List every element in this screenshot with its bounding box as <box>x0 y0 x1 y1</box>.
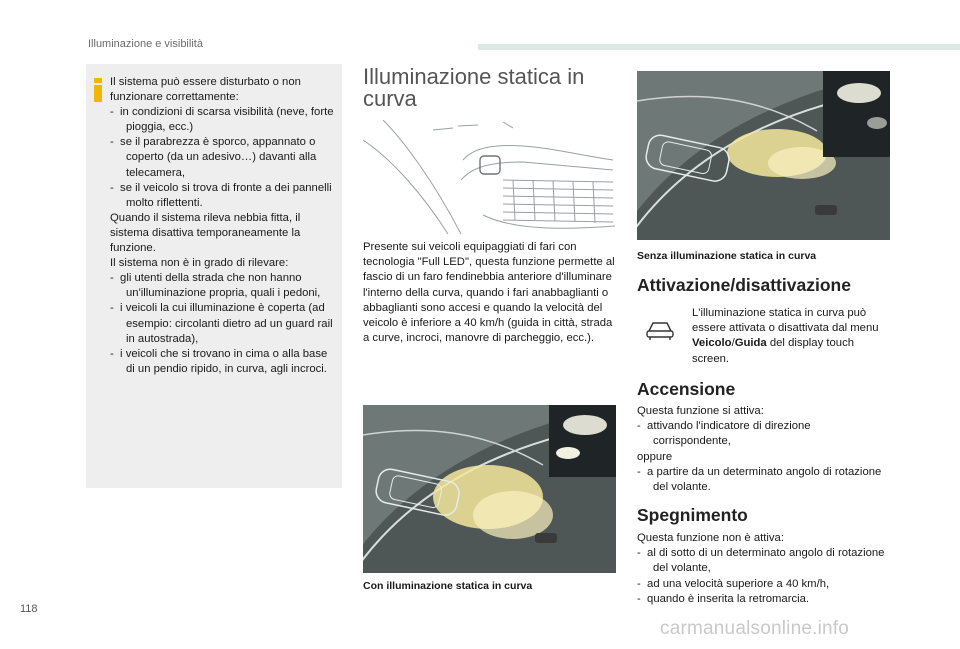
list-item: - i veicoli che si trovano in cima o alla base di un pendio ripido, in curva, agli incroci. <box>110 347 328 375</box>
text-line: Quando il sistema rileva nebbia fitta, il sistema disattiva temporaneamente la funzione. <box>110 211 301 255</box>
page-title: Illuminazione statica in curva <box>363 64 585 111</box>
spegnimento-title: Spegnimento <box>637 505 748 525</box>
text-line: Questa funzione non è attiva: <box>637 532 784 544</box>
photo-without-cornering-light <box>637 71 890 240</box>
car-icon <box>645 318 675 342</box>
text-line: Il sistema può essere disturbato o non funzionare correttamente: <box>110 76 301 104</box>
caption-without: Senza illuminazione statica in curva <box>637 250 817 262</box>
text-line: Questa funzione si attiva: <box>637 405 764 417</box>
photo-with-cornering-light <box>363 405 616 573</box>
caption-with: Con illuminazione statica in curva <box>363 580 533 592</box>
list-item: - a partire da un determinato angolo di rotazione del volante. <box>637 465 882 494</box>
text-line: oppure <box>637 450 673 463</box>
list-item: - se il parabrezza è sporco, appannato o coperto (da un adesivo…) davanti alla telecamera, <box>110 136 317 179</box>
activation-text <box>692 306 888 367</box>
activation-text-before: L'illuminazione statica in curva può essere attivata o disattivata dal menu <box>692 307 879 335</box>
activation-text-after: del display touch screen. <box>692 337 855 365</box>
info-text <box>110 75 336 377</box>
section-header: Illuminazione e visibilità <box>88 38 203 50</box>
menu-veicolo: Veicolo <box>692 337 732 350</box>
list-item: - ad una velocità superiore a 40 km/h, <box>637 577 830 590</box>
list-item: - gli utenti della strada che non hanno un'illuminazione propria, quali i pedoni, <box>110 272 321 300</box>
list-item: - attivando l'indicatore di direzione corrispondente, <box>637 420 811 448</box>
list-item: - al di sotto di un determinato angolo di rotazione del volante, <box>637 547 885 575</box>
spegnimento-text <box>637 531 887 607</box>
accensione-text <box>637 404 887 495</box>
header-bar <box>478 44 960 50</box>
list-item: - in condizioni di scarsa visibilità (neve, forte pioggia, ecc.) <box>110 106 334 134</box>
activation-title: Attivazione/disattivazione <box>637 275 851 295</box>
page-number: 118 <box>20 603 38 615</box>
text-line: Il sistema non è in grado di rilevare: <box>110 257 289 270</box>
menu-guida: Guida <box>734 337 767 350</box>
accensione-title: Accensione <box>637 379 736 399</box>
watermark: carmanualsonline.info <box>660 618 850 639</box>
intro-paragraph: Presente sui veicoli equipaggiati di fari con tecnologia "Full LED", questa funzione permette al fascio di un faro fendinebbia anteriore d'illuminare l'interno della curva, quando i fari anabbaglianti o abbaglianti sono accesi e quando la velocità del veicolo è inferiore a 40 km/h (guida in città, strada a curve, incroci, manovre di parcheggio, ecc.). <box>363 241 615 345</box>
menu-separator: / <box>731 337 735 350</box>
info-icon <box>92 78 104 102</box>
list-item: - quando è inserita la retromarcia. <box>637 592 810 605</box>
headlight-illustration <box>363 120 615 234</box>
list-item: - i veicoli la cui illuminazione è coperta (ad esempio: circolanti dietro ad un guard rail in autostrada), <box>110 302 333 345</box>
list-item: - se il veicolo si trova di fronte a dei pannelli molto riflettenti. <box>110 181 332 209</box>
